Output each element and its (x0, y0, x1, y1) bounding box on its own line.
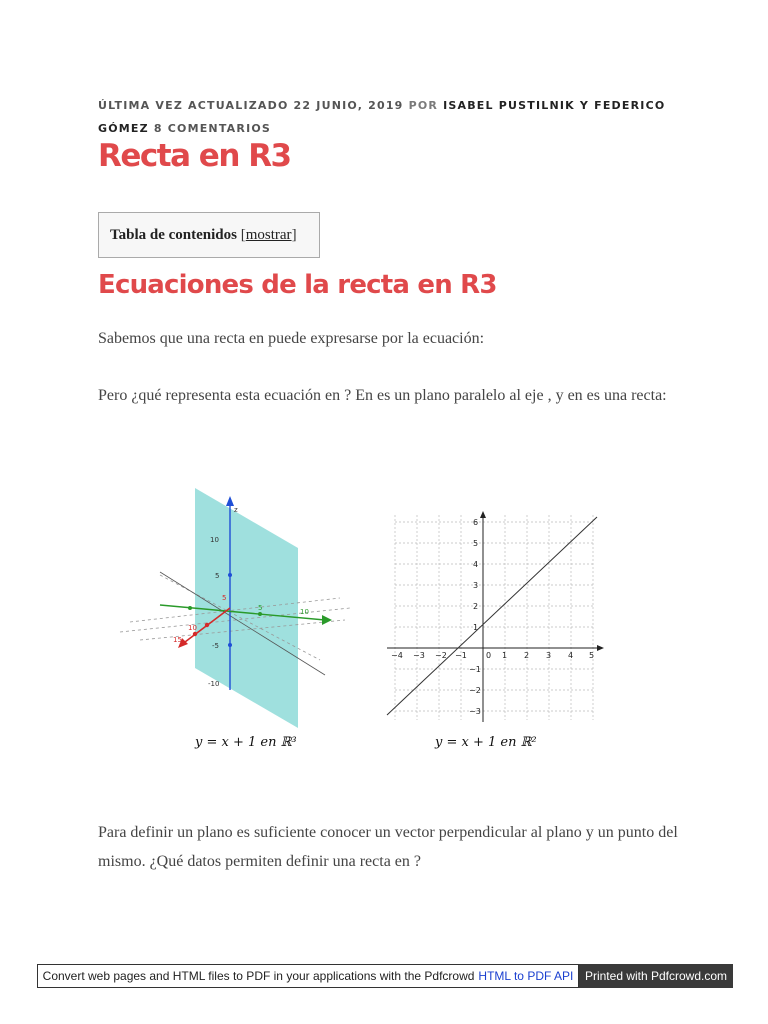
x-tick: −1 (455, 651, 467, 660)
paragraph-1: Sabemos que una recta en puede expresarse por la ecuación: (98, 330, 485, 347)
y-tick: 2 (473, 602, 479, 611)
y-tick: 1 (473, 623, 479, 632)
y-tick: 6 (473, 518, 479, 527)
figure-line-r3-r2 (110, 480, 610, 760)
pdfcrowd-footer (37, 964, 733, 988)
y-tick-10: 10 (300, 608, 309, 616)
caption-r2: y = x + 1 en ℝ² (435, 735, 537, 750)
x-tick: 4 (568, 651, 574, 660)
x-tick-5: 5 (222, 594, 227, 602)
toc-bracket-open: [ (240, 226, 246, 243)
post-meta (98, 94, 678, 140)
x-tick-10: 10 (188, 624, 197, 632)
footer-text: Convert web pages and HTML files to PDF in your applications with the Pdfcrowd (42, 969, 475, 983)
z-label: z (234, 506, 238, 514)
html-to-pdf-api-link[interactable]: HTML to PDF API (478, 969, 574, 983)
section-heading: Ecuaciones de la recta en R3 (98, 270, 497, 300)
x-tick: 5 (589, 651, 595, 660)
x-tick: 0 (486, 651, 492, 660)
x-tick: −3 (413, 651, 425, 660)
toc-toggle-link[interactable]: mostrar (245, 226, 292, 243)
z-tick-10: 10 (210, 536, 219, 544)
z-tick-neg5: -5 (212, 642, 219, 650)
z-tick-neg10: -10 (208, 680, 220, 688)
y-tick: 3 (473, 581, 479, 590)
line-y-x-plus-1 (387, 517, 597, 715)
x-tick: −2 (435, 651, 447, 660)
by-label: POR (408, 99, 439, 112)
paragraph-3: Para definir un plano es suficiente conocer un vector perpendicular al plano y un punto del mismo. ¿Qué datos permiten definir una recta en ? (98, 824, 678, 870)
updated-date: ÚLTIMA VEZ ACTUALIZADO 22 JUNIO, 2019 (98, 99, 404, 112)
y-tick: −2 (469, 686, 481, 695)
caption-r3: y = x + 1 en ℝ³ (195, 735, 297, 750)
plane-yz (195, 488, 298, 728)
plot-3d (110, 480, 360, 740)
x-tick: 1 (502, 651, 508, 660)
x-tick: 2 (524, 651, 530, 660)
printed-with-pdfcrowd-link[interactable]: Printed with Pdfcrowd.com (579, 964, 733, 988)
x-tick: −4 (391, 651, 403, 660)
y-tick: −3 (469, 707, 481, 716)
y-tick: −1 (469, 665, 481, 674)
table-of-contents (98, 212, 320, 258)
y-tick: 4 (473, 560, 479, 569)
z-tick-5: 5 (215, 572, 220, 580)
page-title: Recta en R3 (98, 138, 291, 174)
paragraph-2: Pero ¿qué representa esta ecuación en ? En es un plano paralelo al eje , y en es una recta: (98, 387, 667, 404)
toc-label: Tabla de contenidos (110, 226, 237, 243)
x-tick: 3 (546, 651, 552, 660)
y-tick: 5 (473, 539, 479, 548)
plot-2d (385, 510, 605, 750)
comments-link[interactable]: 8 COMENTARIOS (153, 122, 272, 135)
footer-message (37, 964, 579, 988)
y-tick-5: 5 (258, 604, 263, 612)
x-tick-15: 15 (173, 636, 182, 644)
toc-bracket-close: ] (291, 226, 297, 243)
authors-link[interactable]: ISABEL PUSTILNIK Y FEDERICO GÓMEZ (98, 99, 666, 135)
